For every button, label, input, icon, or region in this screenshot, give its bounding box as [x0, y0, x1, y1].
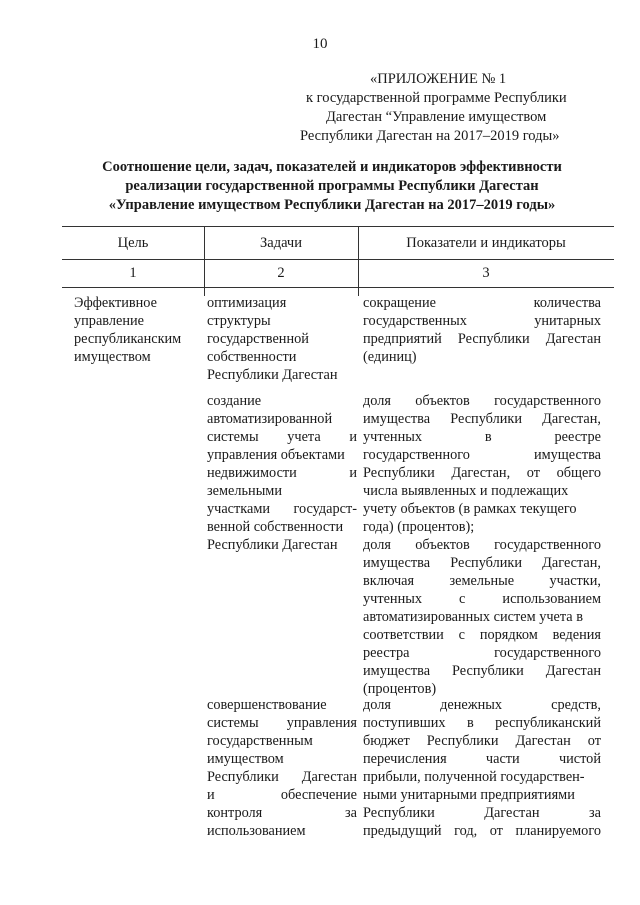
text-word: государст- [293, 501, 357, 517]
text-word: за [588, 805, 601, 821]
text-word: системы [207, 429, 259, 445]
text-word: Республики [426, 733, 499, 749]
text-line [207, 428, 357, 446]
text-word: соответствии [363, 627, 444, 643]
text-word: участками [207, 501, 271, 517]
text-line [363, 330, 601, 348]
text-word: от [489, 823, 503, 839]
text-line [207, 464, 357, 482]
text-word: Дагестан, [542, 411, 601, 427]
text-line [363, 294, 601, 312]
text-word: реестра [363, 645, 410, 661]
text-line [207, 312, 357, 330]
column-number: 2 [277, 265, 285, 281]
text-line [363, 714, 601, 732]
text-word: прибыли, полученной государствен- [363, 769, 585, 785]
text-word: использованием [207, 823, 306, 839]
text-word: части [485, 751, 520, 767]
text-word: государственного [494, 393, 601, 409]
title-line: «Управление имуществом Республики Дагестан на 2017–2019 годы» [108, 197, 556, 213]
text-line [363, 822, 601, 840]
text-line [207, 714, 357, 732]
text-line [207, 518, 357, 536]
text-word: Республики [363, 465, 435, 481]
text-line [363, 518, 601, 536]
text-line [363, 644, 601, 662]
text-line [363, 536, 601, 554]
text-word: числа выявленных и подлежащих [363, 483, 569, 499]
text-line [207, 410, 357, 428]
text-word: государственных [363, 313, 467, 329]
text-word: общего [556, 465, 601, 481]
page-number: 10 [312, 36, 328, 52]
text-word: собственности [207, 349, 297, 365]
text-word: управления объектами [207, 447, 345, 463]
text-word: недвижимости [207, 465, 297, 481]
header-indicators: Показатели и индикаторы [406, 235, 566, 251]
text-line [207, 500, 357, 518]
text-word: контроля [207, 805, 263, 821]
table-top-rule [62, 226, 614, 227]
text-word: использованием [502, 591, 601, 607]
text-word: ными унитарными предприятиями [363, 787, 575, 803]
text-word: системы [207, 715, 259, 731]
text-word: средств, [551, 697, 601, 713]
text-line [207, 536, 357, 554]
indicator-cell [363, 696, 601, 840]
text-word: имуществом [207, 751, 284, 767]
text-word: Республики [450, 411, 522, 427]
text-word: Республики [207, 769, 279, 785]
text-line [207, 482, 357, 500]
goal-cell [74, 294, 204, 366]
title-line: реализации государственной программы Республики Дагестан [125, 178, 539, 194]
text-word: Дагестан [545, 663, 601, 679]
text-line [363, 696, 601, 714]
indicator-cell [363, 294, 601, 366]
text-word: государственной [207, 331, 309, 347]
text-word: Республики Дагестан [207, 537, 338, 553]
goal-line: республиканским [74, 331, 182, 347]
header-tasks: Задачи [260, 235, 302, 251]
text-word: Республики [363, 805, 435, 821]
text-word: в [466, 715, 474, 731]
text-word: государственным [207, 733, 313, 749]
text-line [207, 696, 357, 714]
text-line [207, 750, 357, 768]
text-word: порядком [479, 627, 538, 643]
text-word: унитарных [534, 313, 601, 329]
appendix-heading [300, 70, 600, 146]
goal-line: Эффективное [74, 295, 157, 311]
text-word: Дагестан, [451, 465, 511, 481]
document-title [60, 158, 604, 215]
text-word: предыдущий [363, 823, 442, 839]
text-word: (процентов) [363, 681, 437, 697]
text-word: автоматизированной [207, 411, 333, 427]
text-word: Республики [457, 331, 530, 347]
appendix-line: «ПРИЛОЖЕНИЕ № 1 [370, 71, 507, 87]
text-word: Республики [450, 555, 522, 571]
text-word: количества [533, 295, 601, 311]
text-word: ведения [552, 627, 601, 643]
text-line [363, 348, 601, 366]
text-word: объектов [415, 537, 470, 553]
appendix-line: к государственной программе Республики [306, 90, 567, 106]
task-cell [207, 696, 357, 840]
text-word: доля [363, 697, 391, 713]
column-number: 3 [482, 265, 490, 281]
text-word: учтенных [363, 591, 422, 607]
text-line [363, 608, 601, 626]
text-word: учтенных [363, 429, 422, 445]
header-goal: Цель [117, 235, 149, 251]
indicator-cell [363, 536, 601, 698]
text-word: оптимизация [207, 295, 287, 311]
text-line [363, 446, 601, 464]
text-line [363, 662, 601, 680]
text-line [363, 500, 601, 518]
text-word: сокращение [363, 295, 436, 311]
text-word: Дагестан [484, 805, 540, 821]
text-line [207, 330, 357, 348]
text-word: имущества [363, 663, 431, 679]
text-word: (единиц) [363, 349, 417, 365]
text-word: государственного [363, 447, 470, 463]
text-line [363, 768, 601, 786]
text-word: от [587, 733, 601, 749]
goal-line: управление [74, 313, 144, 329]
text-line [363, 464, 601, 482]
text-line [363, 786, 601, 804]
text-word: чистой [558, 751, 601, 767]
text-line [363, 626, 601, 644]
text-word: создание [207, 393, 262, 409]
number-row-rule [62, 287, 614, 288]
text-word: и [349, 429, 357, 445]
text-word: венной собственности [207, 519, 344, 535]
text-line [363, 312, 601, 330]
text-word: имущества [363, 411, 431, 427]
text-word: обеспечение [280, 787, 357, 803]
text-line [363, 554, 601, 572]
text-word: Дагестан [301, 769, 357, 785]
text-line [207, 822, 357, 840]
title-line: Соотношение цели, задач, показателей и индикаторов эффективности [102, 159, 562, 175]
text-word: предприятий [363, 331, 442, 347]
text-word: управления [286, 715, 357, 731]
text-word: объектов [415, 393, 470, 409]
text-line [363, 392, 601, 410]
text-line [207, 294, 357, 312]
appendix-line: Республики Дагестан на 2017–2019 годы» [300, 128, 560, 144]
text-word: государственного [494, 537, 601, 553]
text-word: Дагестан, [542, 555, 601, 571]
appendix-line: Дагестан “Управление имуществом [326, 109, 547, 125]
text-word: Республики [452, 663, 524, 679]
text-word: денежных [440, 697, 502, 713]
text-word: с [459, 591, 466, 607]
text-line [207, 786, 357, 804]
text-word: перечисления [363, 751, 447, 767]
text-line [363, 804, 601, 822]
text-word: за [345, 805, 357, 821]
text-word: учета [287, 429, 321, 445]
text-word: и [207, 787, 215, 803]
indicator-cell [363, 392, 601, 536]
text-word: имущества [533, 447, 601, 463]
text-word: имущества [363, 555, 431, 571]
text-line [363, 732, 601, 750]
text-word: структуры [207, 313, 271, 329]
text-word: Республики Дагестан [207, 367, 338, 383]
text-word: земельными [207, 483, 282, 499]
text-line [207, 446, 357, 464]
text-line [363, 482, 601, 500]
text-word: земельные [449, 573, 515, 589]
text-word: Дагестан [515, 733, 571, 749]
text-word: поступивших [363, 715, 446, 731]
text-line [363, 750, 601, 768]
text-word: участки, [549, 573, 601, 589]
task-cell [207, 294, 357, 384]
text-word: от [526, 465, 540, 481]
column-number: 1 [129, 265, 137, 281]
text-word: планируемого [515, 823, 601, 839]
text-line [363, 428, 601, 446]
text-word: бюджет [363, 733, 410, 749]
text-line [363, 410, 601, 428]
text-word: учету объектов (в рамках текущего [363, 501, 577, 517]
text-word: с [458, 627, 465, 643]
text-line [207, 768, 357, 786]
text-word: государственного [494, 645, 601, 661]
text-line [363, 590, 601, 608]
text-word: автоматизированных систем учета в [363, 609, 583, 625]
text-word: Дагестан [545, 331, 601, 347]
text-line [207, 392, 357, 410]
text-word: совершенствование [207, 697, 327, 713]
text-word: включая [363, 573, 415, 589]
text-line [207, 732, 357, 750]
text-line [207, 366, 357, 384]
text-word: и [349, 465, 357, 481]
header-rule [62, 259, 614, 260]
text-line [207, 348, 357, 366]
text-line [363, 572, 601, 590]
text-word: доля [363, 393, 391, 409]
text-word: года) (процентов); [363, 519, 475, 535]
text-word: реестре [554, 429, 601, 445]
text-word: республиканский [495, 715, 601, 731]
text-line [207, 804, 357, 822]
task-cell [207, 392, 357, 554]
text-word: доля [363, 537, 391, 553]
goal-line: имуществом [74, 349, 151, 365]
text-word: в [484, 429, 492, 445]
text-word: год, [454, 823, 478, 839]
